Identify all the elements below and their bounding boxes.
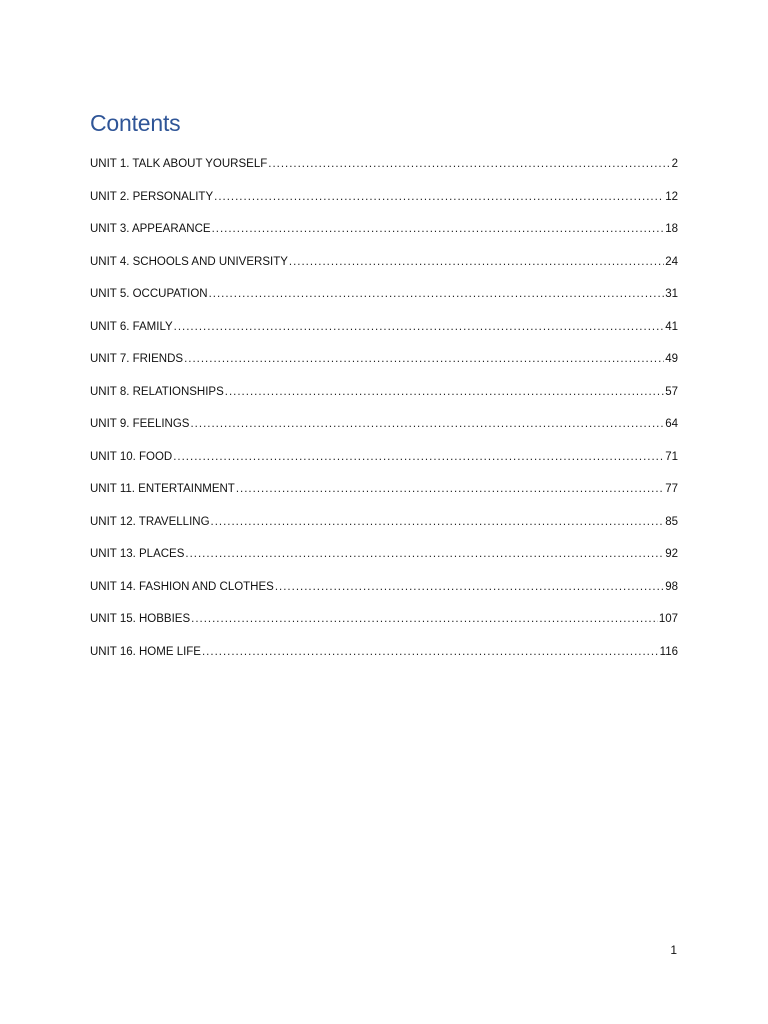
toc-entry-title[interactable]: UNIT 5. OCCUPATION	[90, 288, 208, 300]
contents-heading: Contents	[90, 110, 181, 136]
toc-entry-page[interactable]: 64	[665, 418, 678, 430]
toc-entry-unit-11[interactable]	[90, 480, 678, 513]
toc-entry-page[interactable]: 57	[665, 385, 678, 398]
toc-entry-title[interactable]: UNIT 7. FRIENDS	[90, 353, 184, 365]
dot-leader	[275, 578, 664, 596]
toc-entry-page[interactable]: 31	[665, 288, 678, 300]
toc-entry-unit-16[interactable]	[90, 643, 678, 676]
toc-entry-unit-15[interactable]	[90, 610, 678, 643]
toc-entry-unit-7[interactable]	[90, 350, 678, 383]
toc-entry-title[interactable]: UNIT 12. TRAVELLING	[90, 515, 210, 528]
toc-entry-unit-9[interactable]	[90, 415, 678, 448]
toc-entry-unit-3[interactable]	[90, 220, 678, 253]
toc-entry-page[interactable]: 24	[665, 255, 678, 268]
table-of-contents	[90, 155, 678, 675]
toc-entry-unit-8[interactable]	[90, 383, 678, 416]
toc-entry-unit-5[interactable]	[90, 285, 678, 318]
toc-entry-title[interactable]: UNIT 3. APPEARANCE	[90, 223, 211, 235]
toc-entry-title[interactable]: UNIT 9. FEELINGS	[90, 418, 190, 430]
dot-leader	[209, 285, 665, 303]
toc-entry-page[interactable]: 49	[665, 353, 678, 365]
dot-leader	[184, 350, 664, 368]
dot-leader	[185, 545, 664, 563]
dot-leader	[211, 513, 665, 531]
toc-entry-page[interactable]: 107	[658, 613, 678, 625]
dot-leader	[173, 448, 664, 466]
toc-entry-page[interactable]: 71	[665, 450, 678, 463]
toc-entry-unit-10[interactable]	[90, 448, 678, 481]
toc-entry-unit-1[interactable]	[90, 155, 678, 188]
toc-entry-page[interactable]: 85	[665, 515, 678, 528]
toc-entry-title[interactable]: UNIT 11. ENTERTAINMENT	[90, 483, 235, 495]
toc-entry-title[interactable]: UNIT 15. HOBBIES	[90, 613, 191, 625]
dot-leader	[174, 318, 665, 336]
dot-leader	[268, 155, 670, 173]
toc-entry-page[interactable]: 12	[665, 190, 678, 203]
dot-leader	[225, 383, 664, 401]
toc-entry-page[interactable]: 98	[665, 580, 678, 593]
toc-entry-title[interactable]: UNIT 4. SCHOOLS AND UNIVERSITY	[90, 255, 288, 268]
dot-leader	[191, 610, 658, 628]
toc-entry-title[interactable]: UNIT 16. HOME LIFE	[90, 645, 201, 658]
dot-leader	[214, 188, 664, 206]
toc-entry-title[interactable]: UNIT 2. PERSONALITY	[90, 190, 214, 203]
dot-leader	[190, 415, 664, 433]
toc-entry-unit-6[interactable]	[90, 318, 678, 351]
toc-entry-unit-4[interactable]	[90, 253, 678, 286]
toc-entry-page[interactable]: 18	[665, 223, 678, 235]
dot-leader	[236, 480, 664, 498]
toc-entry-unit-14[interactable]	[90, 578, 678, 611]
toc-entry-title[interactable]: UNIT 8. RELATIONSHIPS	[90, 385, 224, 398]
dot-leader	[289, 253, 664, 271]
toc-entry-page[interactable]: 2	[671, 158, 678, 170]
toc-entry-page[interactable]: 116	[659, 645, 678, 658]
toc-entry-page[interactable]: 92	[665, 548, 678, 560]
page-number: 1	[670, 943, 677, 957]
toc-entry-page[interactable]: 41	[665, 320, 678, 333]
dot-leader	[212, 220, 665, 238]
toc-entry-title[interactable]: UNIT 1. TALK ABOUT YOURSELF	[90, 158, 268, 170]
toc-entry-page[interactable]: 77	[665, 483, 678, 495]
toc-entry-title[interactable]: UNIT 6. FAMILY	[90, 320, 173, 333]
toc-entry-unit-12[interactable]	[90, 513, 678, 546]
dot-leader	[202, 643, 659, 661]
toc-entry-unit-2[interactable]	[90, 188, 678, 221]
toc-entry-title[interactable]: UNIT 13. PLACES	[90, 548, 185, 560]
toc-entry-title[interactable]: UNIT 10. FOOD	[90, 450, 173, 463]
toc-entry-title[interactable]: UNIT 14. FASHION AND CLOTHES	[90, 580, 274, 593]
toc-entry-unit-13[interactable]	[90, 545, 678, 578]
